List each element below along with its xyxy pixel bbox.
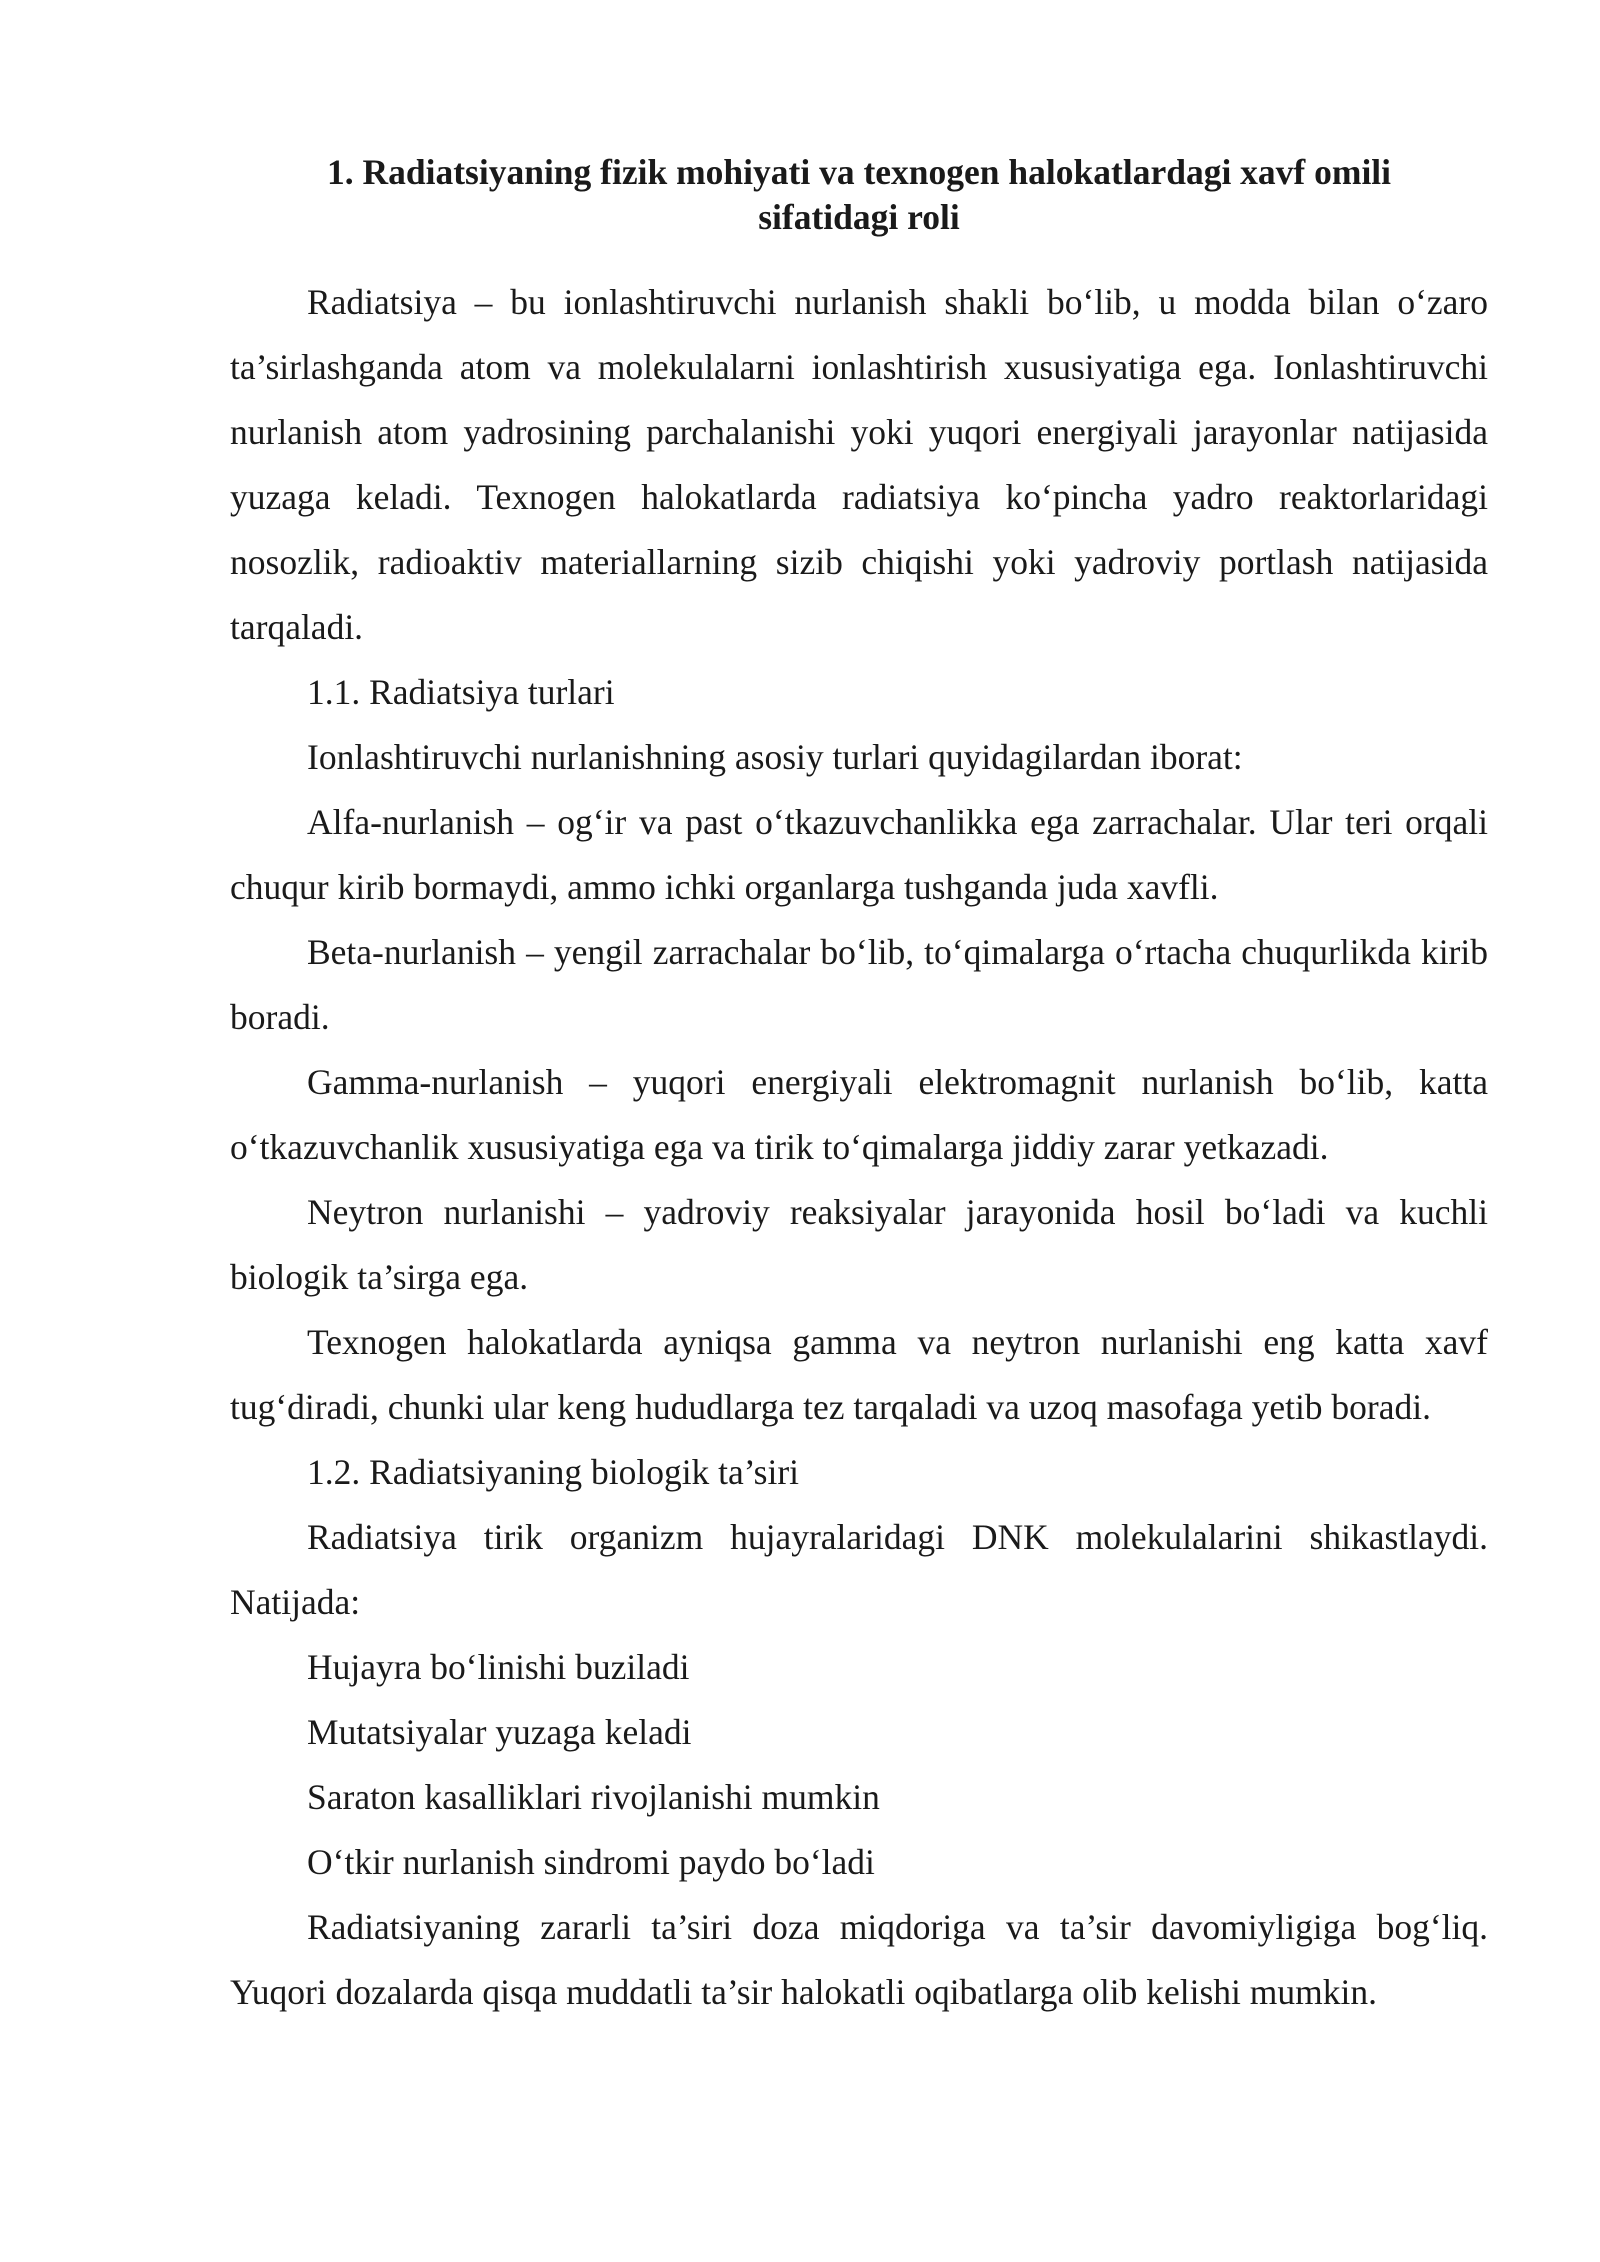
paragraph-neutron: Neytron nurlanishi – yadroviy reaksiyalar jarayonida hosil bo‘ladi va kuchli biologik ta’sirga ega.: [230, 1192, 1488, 1297]
paragraph-dna-damage: Radiatsiya tirik organizm hujayralaridagi DNK molekulalarini shikastlaydi. Natijada:: [230, 1517, 1488, 1622]
document-page: [230, 150, 1488, 2025]
paragraph-gamma: Gamma-nurlanish – yuqori energiyali elektromagnit nurlanish bo‘lib, katta o‘tkazuvchanlik xususiyatiga ega va tirik to‘qimalarga jiddiy zarar yetkazadi.: [230, 1062, 1488, 1167]
list-item: Saraton kasalliklari rivojlanishi mumkin: [307, 1777, 880, 1817]
paragraph-alpha: Alfa-nurlanish – og‘ir va past o‘tkazuvchanlikka ega zarrachalar. Ular teri orqali chuqur kirib bormaydi, ammo ichki organlarga tushganda juda xavfli.: [230, 802, 1488, 907]
paragraph-technogenic-danger: Texnogen halokatlarda ayniqsa gamma va neytron nurlanishi eng katta xavf tug‘diradi, chunki ular keng hududlarga tez tarqaladi va uzoq masofaga yetib boradi.: [230, 1322, 1488, 1427]
subsection-heading-biological-effect: 1.2. Radiatsiyaning biologik ta’siri: [307, 1452, 800, 1492]
paragraph-types-intro: Ionlashtiruvchi nurlanishning asosiy turlari quyidagilardan iborat:: [307, 737, 1243, 777]
paragraph-radiation-definition: Radiatsiya – bu ionlashtiruvchi nurlanish shakli bo‘lib, u modda bilan o‘zaro ta’sirlashganda atom va molekulalarni ionlashtirish xususiyatiga ega. Ionlashtiruvchi nurlanish atom yadrosining parchalanishi yoki yuqori energiyali jarayonlar natijasida yuzaga keladi. Texnogen halokatlarda radiatsiya ko‘pincha yadro reaktorlaridagi nosozlik, radioaktiv materiallarning sizib chiqishi yoki yadroviy portlash natijasida tarqaladi.: [230, 282, 1488, 647]
section-title: 1. Radiatsiyaning fizik mohiyati va texnogen halokatlardagi xavf omili sifatidagi roli: [326, 152, 1392, 237]
list-item: O‘tkir nurlanish sindromi paydo bo‘ladi: [307, 1842, 875, 1882]
paragraph-dose-dependence: Radiatsiyaning zararli ta’siri doza miqdoriga va ta’sir davomiyligiga bog‘liq. Yuqori dozalarda qisqa muddatli ta’sir halokatli oqibatlarga olib kelishi mumkin.: [230, 1907, 1488, 2012]
subsection-heading-radiation-types: 1.1. Radiatsiya turlari: [307, 672, 615, 712]
list-item: Mutatsiyalar yuzaga keladi: [307, 1712, 692, 1752]
paragraph-beta: Beta-nurlanish – yengil zarrachalar bo‘lib, to‘qimalarga o‘rtacha chuqurlikda kirib boradi.: [230, 932, 1488, 1037]
list-item: Hujayra bo‘linishi buziladi: [307, 1647, 690, 1687]
